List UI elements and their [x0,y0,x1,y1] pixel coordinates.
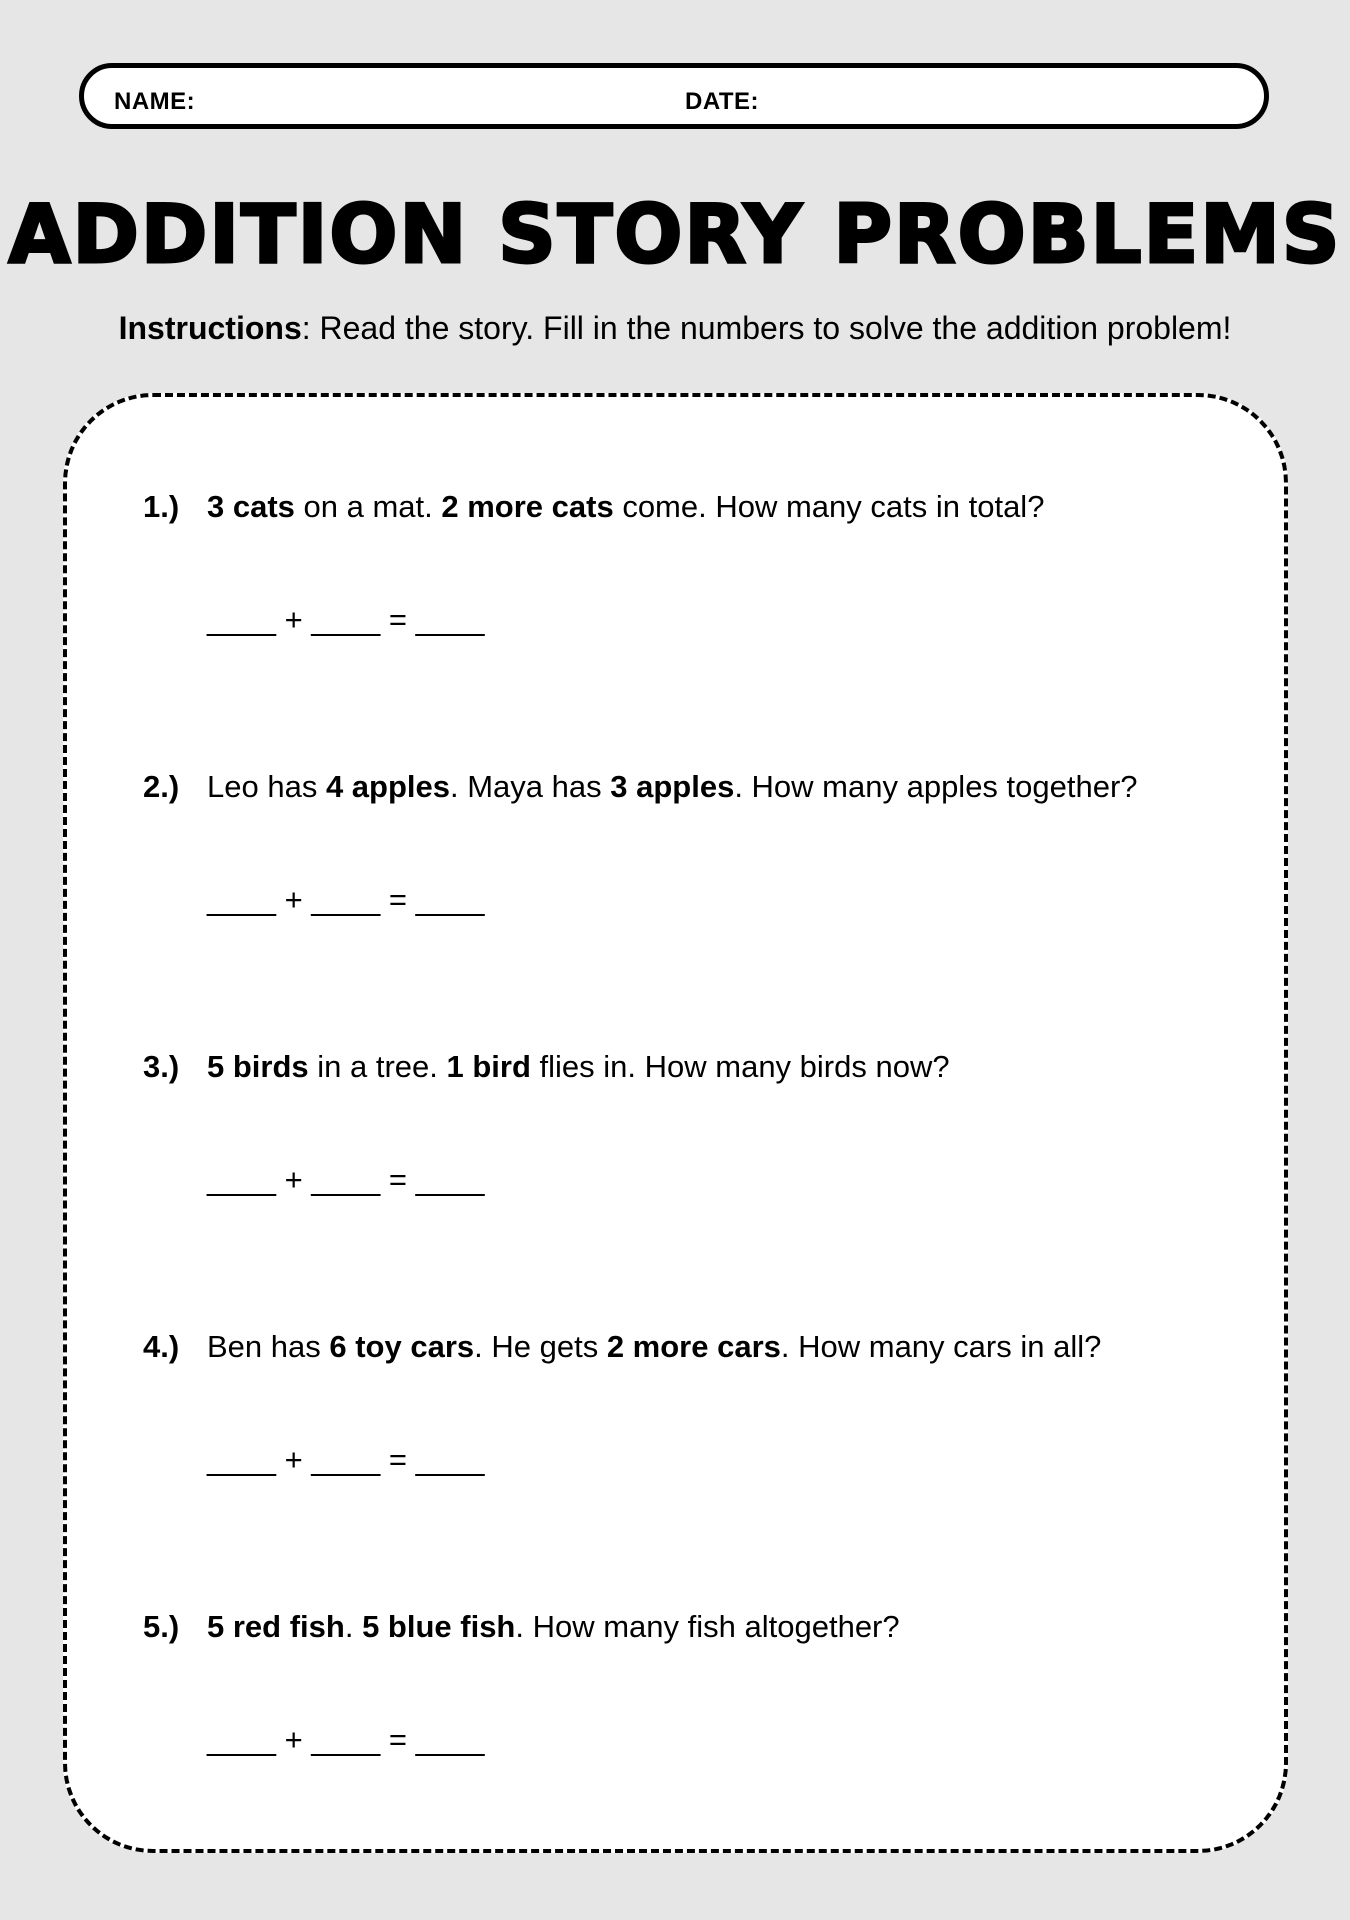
story-quantity: 3 cats [207,489,295,524]
story-quantity: 5 birds [207,1049,309,1084]
problem-number: 5.) [143,1609,180,1644]
story-text: Ben has [207,1329,330,1364]
name-label: NAME: [114,88,196,115]
story-quantity: 6 toy cars [329,1329,475,1364]
worksheet-title: ADDITION STORY PROBLEMS [8,188,1342,281]
problem-story [207,767,1138,807]
story-text: . Maya has [450,769,611,804]
problem-number: 1.) [143,489,180,524]
problem-story [207,1047,950,1087]
answer-equation[interactable]: ____ + ____ = ____ [207,1442,485,1477]
instructions [0,308,1350,348]
story-quantity: 5 red fish [207,1609,345,1644]
story-text: . How many fish altogether? [515,1609,900,1644]
story-text: on a mat. [294,489,442,524]
problem-number: 4.) [143,1329,180,1364]
answer-equation[interactable]: ____ + ____ = ____ [207,1162,485,1197]
story-quantity: 4 apples [325,769,450,804]
problem-number: 3.) [143,1049,180,1084]
story-text: Leo has [207,769,326,804]
story-quantity: 1 bird [446,1049,531,1084]
story-text: . How many cars in all? [780,1329,1102,1364]
story-text: in a tree. [308,1049,447,1084]
story-text: . He gets [474,1329,607,1364]
answer-equation[interactable]: ____ + ____ = ____ [207,882,485,917]
story-quantity: 2 more cars [606,1329,781,1364]
story-text: flies in. How many birds now? [530,1049,950,1084]
problem-story [207,1607,900,1647]
answer-equation[interactable]: ____ + ____ = ____ [207,602,485,637]
instructions-lead: Instructions [118,310,302,346]
problem-story [207,487,1044,527]
instructions-text: : Read the story. Fill in the numbers to solve the addition problem! [301,310,1232,346]
story-text: . How many apples together? [734,769,1138,804]
answer-equation[interactable]: ____ + ____ = ____ [207,1722,485,1757]
name-date-header [79,63,1269,129]
problem-number: 2.) [143,769,180,804]
problem-story [207,1327,1101,1367]
story-text: come. How many cats in total? [613,489,1045,524]
story-quantity: 5 blue fish [362,1609,516,1644]
story-text: . [344,1609,363,1644]
date-label: DATE: [685,88,760,115]
story-quantity: 3 apples [610,769,735,804]
story-quantity: 2 more cats [441,489,614,524]
